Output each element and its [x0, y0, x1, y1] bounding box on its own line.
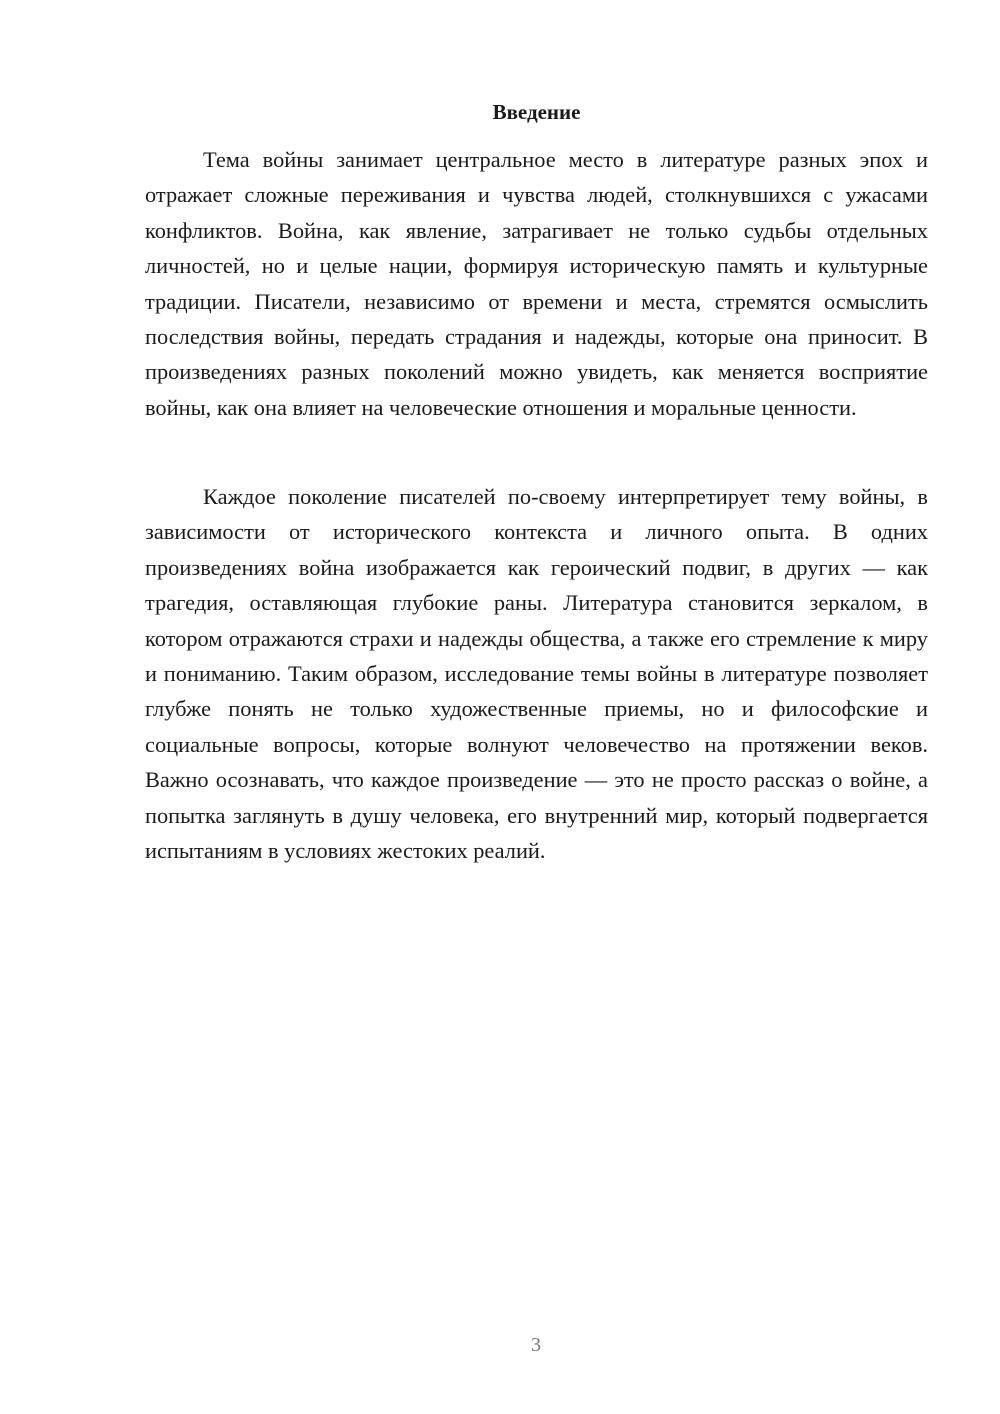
section-heading: Введение	[492, 100, 581, 124]
paragraph-2: Каждое поколение писателей по-своему интерпретирует тему войны, в зависимости от исторического контекста и личного опыта. В одних произведениях война изображается как героический подвиг, в других — как трагедия, оставляющая глубокие раны. Литература становится зеркалом, в котором отражаются страхи и надежды общества, а также его стремление к миру и пониманию. Таким образом, исследование темы войны в литературе позволяет глубже понять не только художественные приемы, но и философские и социальные вопросы, которые волнуют человечество на протяжении веков. Важно осознавать, что каждое произведение — это не просто рассказ о войне, а попытка заглянуть в душу человека, его внутренний мир, который подвергается испытаниям в условиях жестоких реалий.	[145, 484, 928, 864]
page-number: 3	[531, 1334, 541, 1356]
paragraph-1: Тема войны занимает центральное место в литературе разных эпох и отражает сложные переживания и чувства людей, столкнувшихся с ужасами конфликтов. Война, как явление, затрагивает не только судьбы отдельных личностей, но и целые нации, формируя историческую память и культурные традиции. Писатели, независимо от времени и места, стремятся осмыслить последствия войны, передать страдания и надежды, которые она приносит. В произведениях разных поколений можно увидеть, как меняется восприятие войны, как она влияет на человеческие отношения и моральные ценности.	[145, 147, 928, 420]
